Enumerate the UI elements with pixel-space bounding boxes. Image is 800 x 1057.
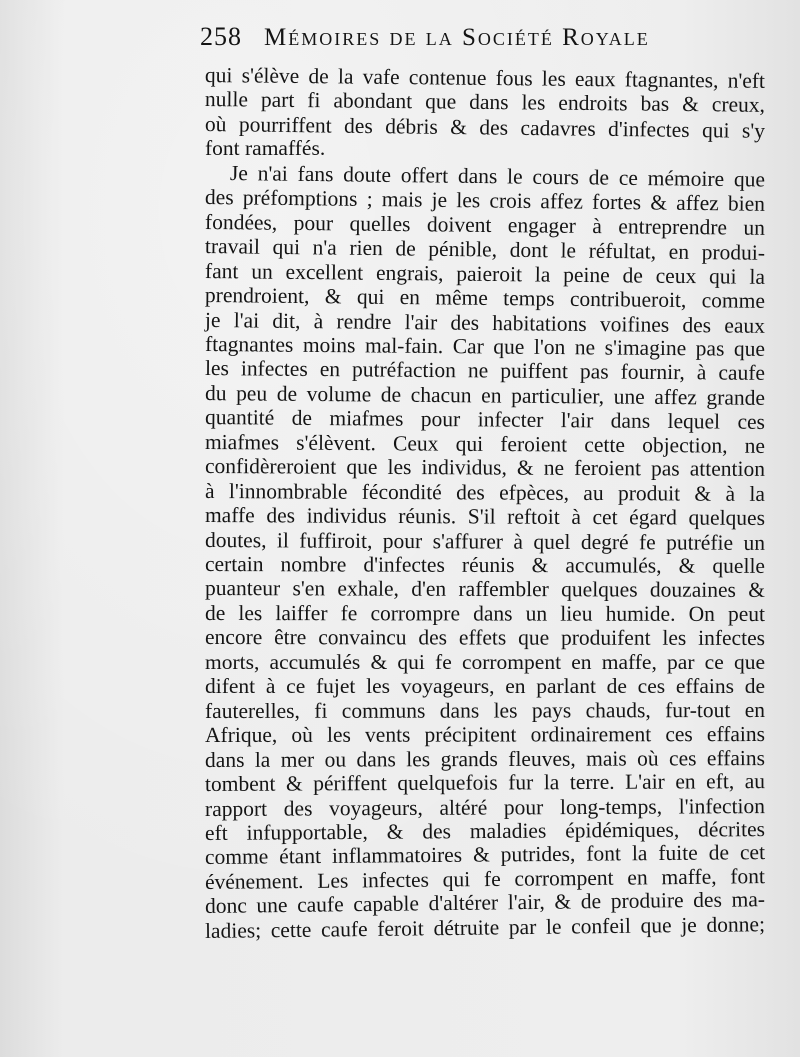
text-line: difent à ce fujet les voyageurs, en parlant de ces effains de [205, 674, 765, 699]
text-line: maffe des individus réunis. S'il reftoit à cet égard quelques [204, 503, 766, 531]
text-line: tombent & périffent quelquefois fur la terre. L'air en eft, au [204, 769, 766, 797]
text-line: certain nombre d'infectes réunis & accumulés, & quelle [204, 552, 766, 578]
text-line: encore être convaincu des effets que produifent les infectes [204, 625, 766, 651]
text-line: du peu de volume de chacun en particulier, une affez grande [204, 380, 766, 410]
text-line: où pourriffent des débris & des cadavres d'infectes qui s'y [204, 111, 766, 143]
text-line: font ramaffés. [205, 136, 326, 161]
text-line: ladies; cette caufe feroit détruite par le confeil que je donne; [204, 911, 766, 943]
text-line: quantité de miafmes pour infecter l'air dans lequel ces [204, 405, 766, 435]
text-line: fondées, pour quelles doivent engager à entreprendre un [204, 209, 766, 240]
text-line: puanteur s'en exhale, d'en raffembler quelques douzaines & [204, 576, 766, 603]
text-line: les infectes en putréfaction ne puiffent pas fournir, à caufe [204, 356, 766, 386]
running-head: Mémoires de la Société Royale [264, 24, 650, 51]
text-line: à l'innombrable fécondité des efpèces, au produit & à la [204, 478, 766, 506]
text-line: doutes, il fuffiroit, pour s'affurer à quel degré fe putréfie un [204, 527, 766, 555]
text-line: confidèreroient que les individus, & ne feroient pas attention [204, 454, 766, 482]
text-line: morts, accumulés & qui fe corrompent en maffe, par ce que [205, 649, 765, 674]
text-line: Je n'ai fans doute offert dans le cours de ce mémoire que [229, 160, 766, 192]
text-line: fauterelles, fi communs dans les pays chauds, fur-tout en [204, 697, 766, 723]
text-line: nulle part fi abondant que dans les endroits bas & creux, [204, 87, 766, 118]
text-line: prendroient, & qui en même temps contribueroit, comme [204, 283, 766, 313]
text-line: travail qui n'a rien de pénible, dont le réfultat, en produi- [204, 234, 766, 265]
text-line: des préfomptions ; mais je les crois affez fortes & affez bien [204, 185, 766, 217]
text-line: ftagnantes moins mal-fain. Car que l'on ne s'imagine pas que [204, 331, 766, 361]
text-line: eft infupportable, & des maladies épidémiques, décrites [204, 817, 766, 845]
text-line: de les laiffer fe corrompre dans un lieu humide. On peut [204, 600, 766, 626]
text-line: événement. Les infectes qui fe corrompent en maffe, font [204, 863, 766, 894]
text-line: dans la mer ou dans les grands fleuves, mais où ces effains [204, 745, 766, 772]
text-line: qui s'élève de la vafe contenue fous les eaux ftagnantes, n'eft [204, 63, 766, 93]
text-line: donc une caufe capable d'altérer l'air, & de produire des ma- [204, 887, 766, 919]
text-line: comme étant inflammatoires & putrides, font la fuite de cet [204, 840, 766, 870]
text-line: je l'ai dit, à rendre l'air des habitations voifines des eaux [204, 307, 766, 338]
text-line: miafmes s'élèvent. Ceux qui feroient cette objection, ne [204, 429, 766, 458]
text-line: Afrique, où les vents précipitent ordinairement ces effains [204, 722, 766, 748]
text-line: rapport des voyageurs, altéré pour long-temps, l'infection [204, 793, 766, 821]
text-line: fant un excellent engrais, paieroit la peine de ceux qui la [204, 258, 766, 289]
page-number: 258 [200, 22, 242, 51]
